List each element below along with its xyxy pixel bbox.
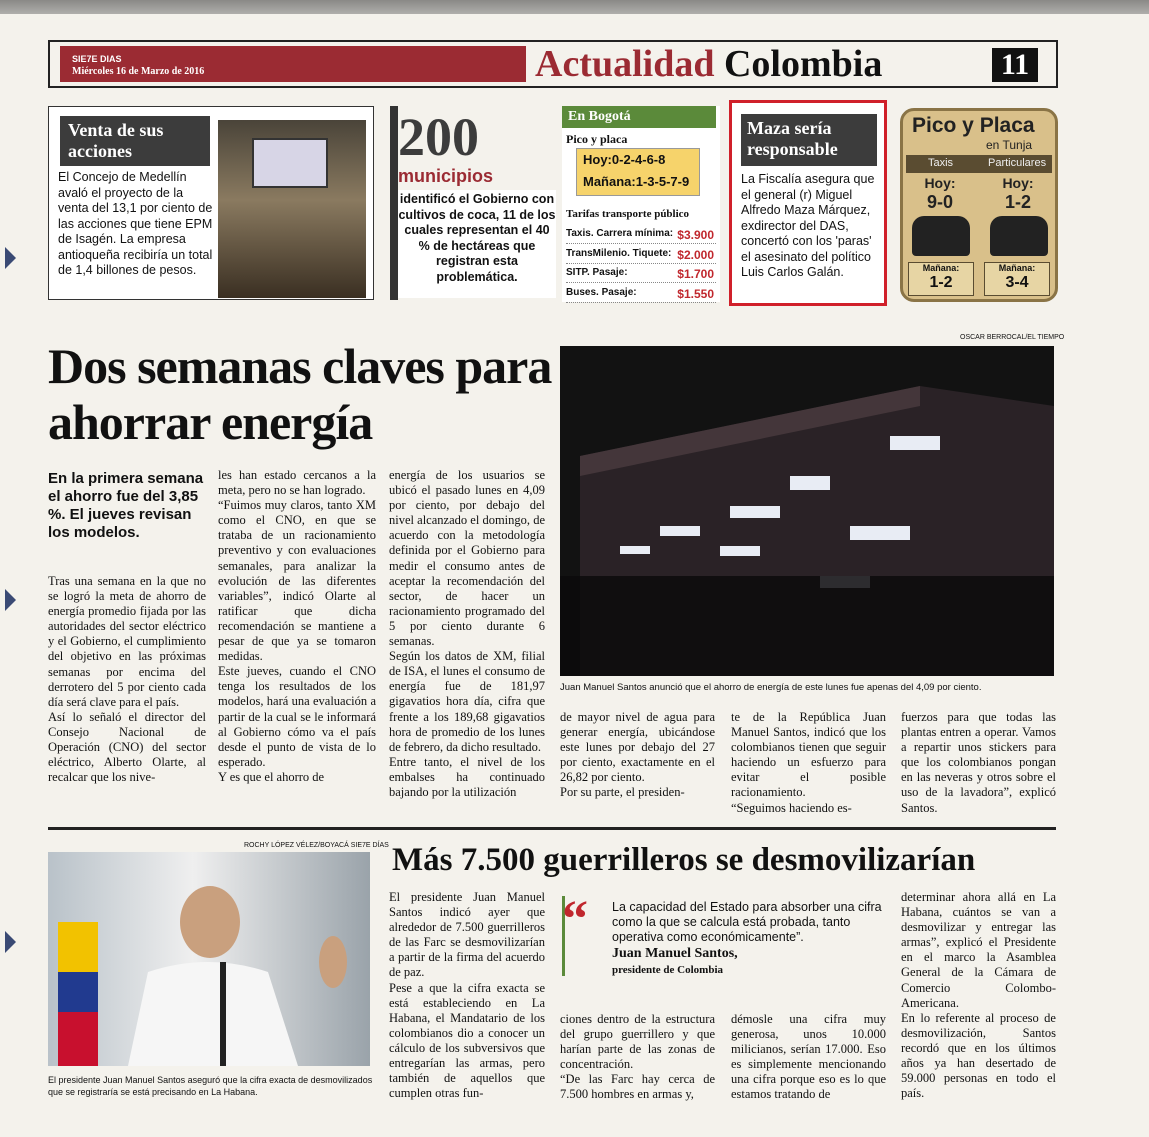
quote-author-role: presidente de Colombia [612,964,724,976]
section-divider [48,827,1056,830]
tarifa-label: SITP. Pasaje: [566,267,628,278]
pico-placa-box [576,148,700,196]
manana-label: Mañana: [583,174,636,189]
article-column: fuerzos para que todas las plantas entren a operar. Vamos a repartir unos stickers para que los colombianos pongan en las neveras y otros sobre el uso de la lavadora”, explicó Santos. [901,710,1056,815]
issue-date: Miércoles 16 de Marzo de 2016 [72,66,205,77]
article-column: de mayor nivel de agua para generar energía, ubicándose este lunes por debajo del 27 por ciento, exactamente en el 26,82 por ciento. Por su parte, el presiden- [560,710,715,800]
newspaper-name: SIE7E DIAS [72,54,122,64]
taxi-car-icon [912,216,970,256]
photo-credit: ROCHY LÓPEZ VÉLEZ/BOYACÁ SIE7E DÍAS [244,842,389,849]
santos-illustration [48,852,370,1066]
article-column: te de la República Juan Manuel Santos, indicó que los colombianos tienen que seguir haciendo un esfuerzo para evitar el posible racionamiento. “Seguimos haciendo es- [731,710,886,815]
headline: Más 7.500 guerrilleros se desmovilizarían [392,842,976,878]
private-car-icon [990,216,1048,256]
page-number: 11 [992,48,1038,82]
projection-screen [252,138,328,188]
photo-credit: OSCAR BERROCAL/EL TIEMPO [960,334,1065,341]
brief-municipios-number: 200 [398,107,479,167]
deck: En la primera semana el ahorro fue del 3,85 %. El jueves revisan los modelos. [48,470,204,541]
tarifa-row [566,248,716,264]
hoy-value: 0-2-4-6-8 [611,152,666,167]
tarifa-price: $1.700 [677,267,714,281]
tarifa-label: TransMilenio. Tiquete: [566,248,672,259]
arrow-right-icon[interactable] [5,931,16,953]
brief-municipios-text: identificó el Gobierno con cultivos de coca, 11 de los cuales representan el 40 % de hectáreas que registran esta problemática. [398,190,556,298]
section-title-part2: Colombia [723,43,883,85]
taxis-manana-value: 1-2 [929,274,953,291]
particulares-hoy-value: 1-2 [1004,192,1031,212]
tunja-col-particulares: Particulares [988,157,1047,169]
hoy-label: Hoy: [583,152,612,167]
taxis-manana [908,262,974,296]
quote-author: Juan Manuel Santos, [612,946,738,961]
article-column: les han estado cercanos a la meta, pero no se han logrado. “Fuimos muy claros, tanto XM como el CNO, en que se trataba de un racionamiento preventivo y con evaluaciones semanales, para analizar la evolución de las diferentes variables”, indicó Olarte al ratificar que dicha recomendación se mantiene a pesar de que ya se tomaron medidas. Este jueves, cuando el CNO tenga los resultados de los modelos, hará una evaluación a partir de la cual se le informará al Gobierno cómo va el país desde el punto de vista de lo esperado. Y es que el ahorro de [218,468,376,784]
top-edge-strip [0,0,1149,14]
brief-acciones-title: Venta de sus acciones [60,116,210,166]
hoy-label: Hoy: [1002,175,1034,191]
santos-speech-photo [48,852,370,1066]
pico-placa-title: Pico y placa [566,132,628,146]
headline: Dos semanas claves para ahorrar energía [48,338,552,450]
article-column: energía de los usuarios se ubicó el pasado lunes en 4,09 por ciento, por debajo del nivel alcanzado el domingo, de acuerdo con la metodología definida por el Gobierno para medir el consumo antes de aceptar la recomendación del sector, de hacer un racionamiento programado del 5 por ciento durante 6 semanas. Según los datos de XM, filial de ISA, el lunes el consumo de energía fue de 181,97 gigavatios hora día, cifra que frente a los 189,68 gigavatios hora de promedio de los lunes de febrero, da dicho resultado. Entre tanto, el nivel de los embalses ha continuado bajando por la utilización [389,468,545,799]
brief-acciones-text: El Concejo de Medellín avaló el proyecto de la venta del 13,1 por ciento de las acciones que tiene EPM de Isagén. La empresa antioqueña recibiría un total de 1,4 billones de pesos. [58,170,213,277]
photo-caption: El presidente Juan Manuel Santos aseguró que la cifra exacta de desmovilizados que se registraría se está precisando en La Habana. [48,1075,373,1097]
article-column: determinar ahora allá en La Habana, cuántos se van a desmovilizar y entregar las armas”, explicó el Presidente en el marco la Asamblea General de la Cámara de Comercio Colombo-Americana. En lo referente al proceso de desmovilización, Santos recordó que en los últimos años ya han desertado de 59.000 personas en todo el país. [901,890,1056,1101]
article-column: ciones dentro de la estructura del grupo guerrillero y que harían parte de las zonas de concentración. “De las Farc hay cerca de 7.500 hombres en armas y, [560,1012,715,1102]
particulares-hoy [984,176,1052,213]
brief-bogota-title: En Bogotá [562,106,716,128]
section-title [535,40,882,88]
particulares-manana [984,262,1050,296]
section-title-part1: Actualidad [535,43,715,85]
tarifa-label: Taxis. Carrera mínima: [566,228,674,239]
arrow-right-icon[interactable] [5,247,16,269]
article-column: démosle una cifra muy generosa, unos 10.000 milicianos, serían 17.000. Eso es simplemente mencionando una cifra porque eso es lo que estamos tratando de [731,1012,886,1102]
article-column: Tras una semana en la que no se logró la meta de ahorro de energía promedio fijada por las autoridades del sector eléctrico y el Gobierno, el cumplimiento del objetivo en las próximas semanas por encima del derrotero del 5 por ciento cada día será clave para el país. Así lo señaló el director del Consejo Nacional de Operación (CNO) del sector eléctrico, Alberto Olarte, al recalcar que los nive- [48,574,206,785]
tarifa-label: Buses. Pasaje: [566,287,637,298]
tarifa-price: $3.900 [677,228,714,242]
brief-maza-title: Maza sería responsable [741,114,877,166]
council-chamber-photo [218,120,366,298]
building-illustration [560,346,1054,676]
arrow-right-icon[interactable] [5,589,16,611]
quote-mark-icon: “ [562,891,588,948]
building-night-photo [560,346,1054,676]
tarifas-title: Tarifas transporte público [566,208,690,220]
tarifa-row [566,267,716,283]
brief-municipios-label: municipios [398,166,494,186]
brief-maza-text: La Fiscalía asegura que el general (r) Miguel Alfredo Maza Márquez, exdirector del DAS, concertó con los 'paras' el asesinato del político Luis Carlos Galán. [741,172,875,279]
brief-municipios-bar [390,106,398,300]
tunja-col-taxis: Taxis [928,157,954,169]
particulares-manana-value: 3-4 [1005,274,1029,291]
tunja-columns-header [906,155,1052,173]
pull-quote: La capacidad del Estado para absorber una cifra como la que se calcula está probada, tanto operativa como económicamente”. [612,900,882,944]
tunja-subtitle: en Tunja [986,138,1033,152]
tarifa-row [566,228,716,244]
manana-label: Mañana: [998,263,1036,273]
manana-value: 1-3-5-7-9 [635,174,690,189]
taxis-hoy-value: 9-0 [926,192,953,212]
manana-label: Mañana: [922,263,960,273]
photo-caption: Juan Manuel Santos anunció que el ahorro de energía de este lunes fue apenas del 4,09 por ciento. [560,682,982,693]
taxis-hoy [906,176,974,213]
tarifa-row [566,287,716,303]
hoy-label: Hoy: [924,175,956,191]
article-column: El presidente Juan Manuel Santos indicó ayer que alrededor de 7.500 guerrilleros de las Farc se desmovilizarían a partir de la firma del acuerdo de paz. Pese a que la cifra exacta se está estableciendo en La Habana, el Mandatario de los colombianos dio a conocer un cálculo de los subversivos que entregarían las armas, pero también de aquellos que cumplen otras fun- [389,890,545,1101]
tarifa-price: $1.550 [677,287,714,301]
tarifa-price: $2.000 [677,248,714,262]
tunja-title: Pico y Placa [912,114,1035,137]
